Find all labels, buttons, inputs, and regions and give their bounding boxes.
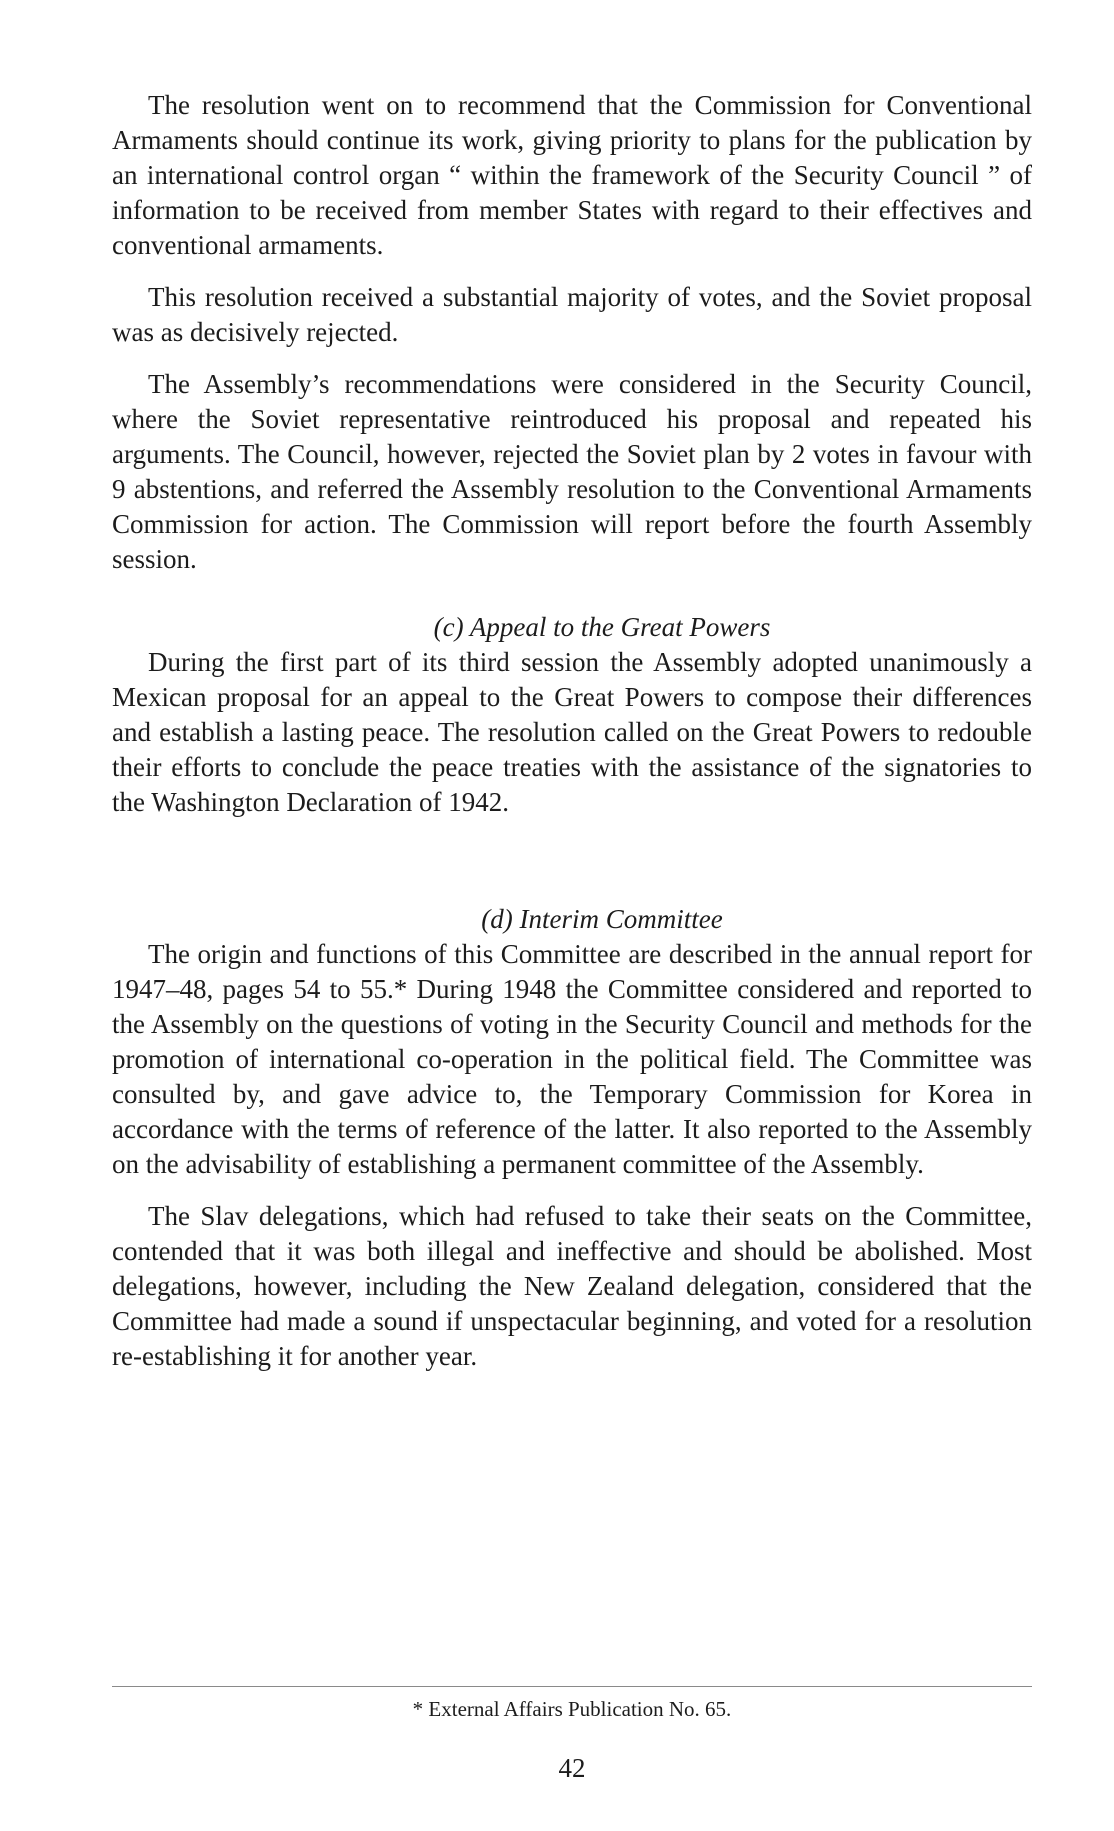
- footnote: * External Affairs Publication No. 65.: [412, 1697, 732, 1721]
- paragraph-slav-delegations: The Slav delegations, which had refused to take their seats on the Committee, contended that it was both illegal and ineffective and should be abolished. Most delegations, however, including the New Zealand delegation, considered that the Committee had made a sound if unspectacular beginning, and voted for a resolution re-establishing it for another year.: [112, 1201, 1032, 1371]
- page-body: [112, 88, 1032, 1374]
- section-heading-appeal: (c) Appeal to the Great Powers: [433, 612, 771, 642]
- section-heading-interim-committee: (d) Interim Committee: [481, 904, 723, 934]
- page-number: 42: [558, 1753, 586, 1783]
- paragraph-appeal: During the first part of its third session the Assembly adopted unanimously a Mexican proposal for an appeal to the Great Powers to compose their differences and establish a lasting peace. The resolution called on the Great Powers to redouble their efforts to conclude the peace treaties with the assistance of the signatories to the Washington Declaration of 1942.: [112, 647, 1032, 817]
- paragraph-vote-result: This resolution received a substantial majority of votes, and the Soviet proposal was as decisively rejected.: [112, 282, 1032, 347]
- paragraph-security-council: The Assembly’s recommendations were considered in the Security Council, where the Soviet representative reintroduced his proposal and repeated his arguments. The Council, however, rejected the Soviet plan by 2 votes in favour with 9 abstentions, and referred the Assembly resolution to the Conventional Armaments Commission for action. The Commission will report before the fourth Assembly session.: [112, 369, 1032, 574]
- paragraph-interim-committee: The origin and functions of this Committee are described in the annual report for 1947–48, pages 54 to 55.* During 1948 the Committee considered and reported to the Assembly on the questions of voting in the Security Council and methods for the promotion of international co-operation in the political field. The Committee was consulted by, and gave advice to, the Temporary Commission for Korea in accordance with the terms of reference of the latter. It also reported to the Assembly on the advisability of establishing a permanent committee of the Assembly.: [112, 939, 1032, 1179]
- footnote-divider: [112, 1686, 1032, 1687]
- paragraph-resolution-recommendation: The resolution went on to recommend that the Commission for Conventional Armaments should continue its work, giving priority to plans for the publication by an international control organ “ within the framework of the Security Council ” of information to be received from member States with regard to their effectives and conventional armaments.: [112, 90, 1032, 260]
